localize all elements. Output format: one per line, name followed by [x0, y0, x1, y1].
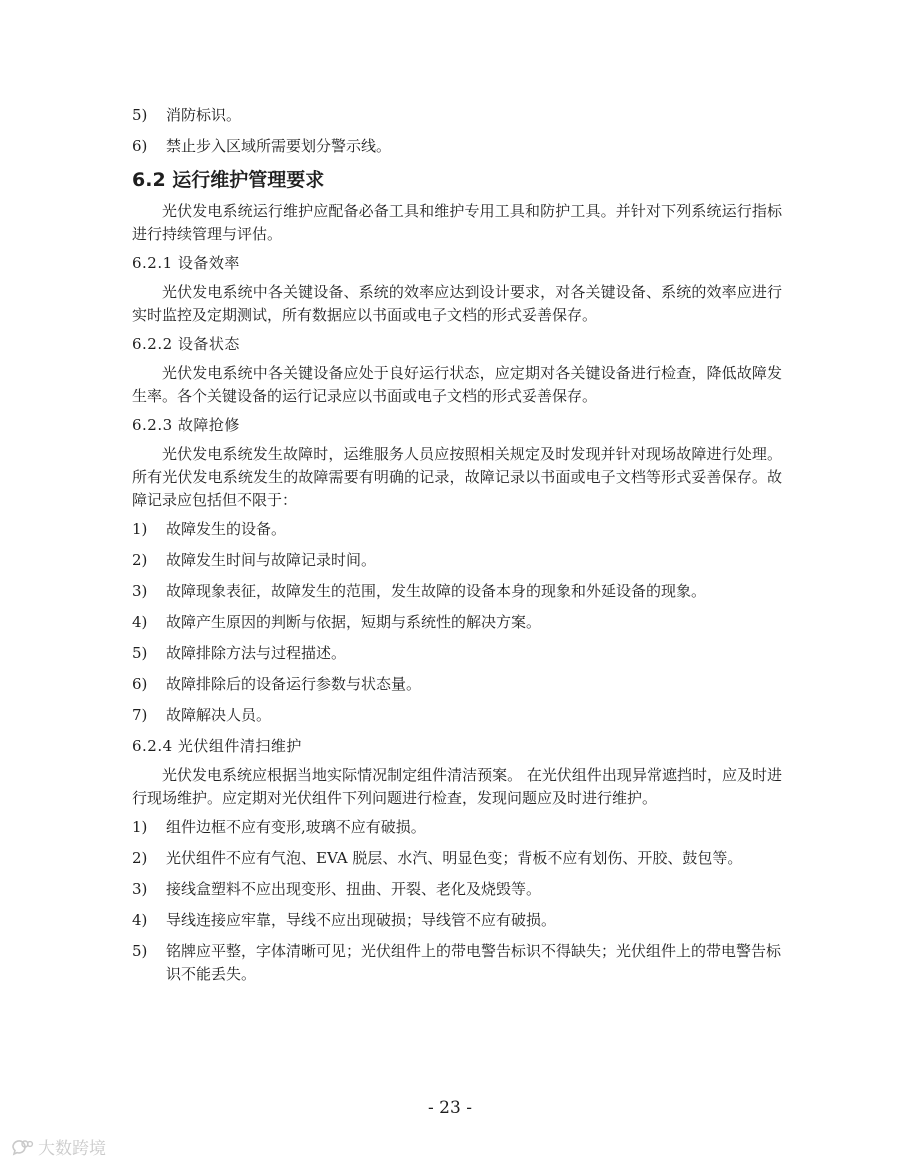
list-number: 5) — [132, 942, 148, 960]
list-text: 组件边框不应有变形,玻璃不应有破损。 — [166, 818, 426, 836]
list-text: 故障排除后的设备运行参数与状态量。 — [166, 675, 422, 693]
list-number: 6) — [132, 137, 148, 155]
subsection-heading-6-2-1: 6.2.1 设备效率 — [132, 254, 240, 272]
list-number: 2) — [132, 551, 148, 569]
list-text: 故障发生时间与故障记录时间。 — [166, 551, 377, 569]
list-text: 故障产生原因的判断与依据，短期与系统性的解决方案。 — [166, 613, 542, 631]
watermark — [10, 1134, 106, 1159]
list-item — [132, 909, 782, 932]
list-item — [132, 847, 782, 870]
subsection-heading-6-2-3: 6.2.3 故障抢修 — [132, 416, 240, 434]
list-number: 1) — [132, 818, 148, 836]
subsection-heading-6-2-2: 6.2.2 设备状态 — [132, 335, 240, 353]
paragraph-fault-repair: 光伏发电系统发生故障时，运维服务人员应按照相关规定及时发现并针对现场故障进行处理。所有光伏发电系统发生的故障需要有明确的记录，故障记录以书面或电子文档等形式妥善保存。故障记录应包括但不限于： — [132, 445, 782, 509]
list-item — [132, 611, 782, 634]
list-number: 7) — [132, 706, 148, 724]
list-text: 接线盒塑料不应出现变形、扭曲、开裂、老化及烧毁等。 — [166, 880, 542, 898]
list-item — [132, 549, 782, 572]
list-item — [132, 816, 782, 839]
list-number: 4) — [132, 613, 148, 631]
section-intro: 光伏发电系统运行维护应配备必备工具和维护专用工具和防护工具。并针对下列系统运行指标进行持续管理与评估。 — [132, 202, 782, 243]
list-text: 故障发生的设备。 — [166, 520, 287, 538]
list-text: 光伏组件不应有气泡、EVA 脱层、水汽、明显色变；背板不应有划伤、开胶、鼓包等。 — [166, 849, 743, 867]
list-number: 2) — [132, 849, 148, 867]
list-item — [132, 642, 782, 665]
list-number: 3) — [132, 880, 148, 898]
list-number: 5) — [132, 106, 148, 124]
list-item — [132, 104, 782, 127]
section-heading-6-2: 6.2 运行维护管理要求 — [132, 169, 325, 191]
subsection-heading-6-2-4: 6.2.4 光伏组件清扫维护 — [132, 737, 302, 755]
list-number: 5) — [132, 644, 148, 662]
list-item — [132, 878, 782, 901]
list-text: 导线连接应牢靠，导线不应出现破损；导线管不应有破损。 — [166, 911, 557, 929]
list-item — [132, 673, 782, 696]
list-number: 1) — [132, 520, 148, 538]
list-item — [132, 518, 782, 541]
paragraph-equipment-status: 光伏发电系统中各关键设备应处于良好运行状态，应定期对各关键设备进行检查，降低故障发生率。各个关键设备的运行记录应以书面或电子文档的形式妥善保存。 — [132, 364, 782, 405]
list-item — [132, 940, 782, 986]
paragraph-equipment-efficiency: 光伏发电系统中各关键设备、系统的效率应达到设计要求，对各关键设备、系统的效率应进行实时监控及定期测试，所有数据应以书面或电子文档的形式妥善保存。 — [132, 283, 782, 324]
list-text: 铭牌应平整，字体清晰可见；光伏组件上的带电警告标识不得缺失；光伏组件上的带电警告标识不能丢失。 — [166, 942, 782, 983]
list-item — [132, 580, 782, 603]
list-text: 故障解决人员。 — [166, 706, 272, 724]
list-text: 消防标识。 — [166, 106, 242, 124]
list-number: 4) — [132, 911, 148, 929]
page-content — [132, 104, 782, 994]
list-text: 禁止步入区域所需要划分警示线。 — [166, 137, 392, 155]
page-number: - 23 - — [428, 1098, 472, 1118]
bubble-logo-icon — [10, 1138, 34, 1156]
list-number: 3) — [132, 582, 148, 600]
watermark-text: 大数跨境 — [38, 1139, 106, 1159]
list-text: 故障排除方法与过程描述。 — [166, 644, 347, 662]
list-item — [132, 704, 782, 727]
list-number: 6) — [132, 675, 148, 693]
list-text: 故障现象表征，故障发生的范围，发生故障的设备本身的现象和外延设备的现象。 — [166, 582, 707, 600]
list-item — [132, 135, 782, 158]
paragraph-module-cleaning: 光伏发电系统应根据当地实际情况制定组件清洁预案。 在光伏组件出现异常遮挡时，应及时进行现场维护。应定期对光伏组件下列问题进行检查，发现问题应及时进行维护。 — [132, 766, 782, 807]
